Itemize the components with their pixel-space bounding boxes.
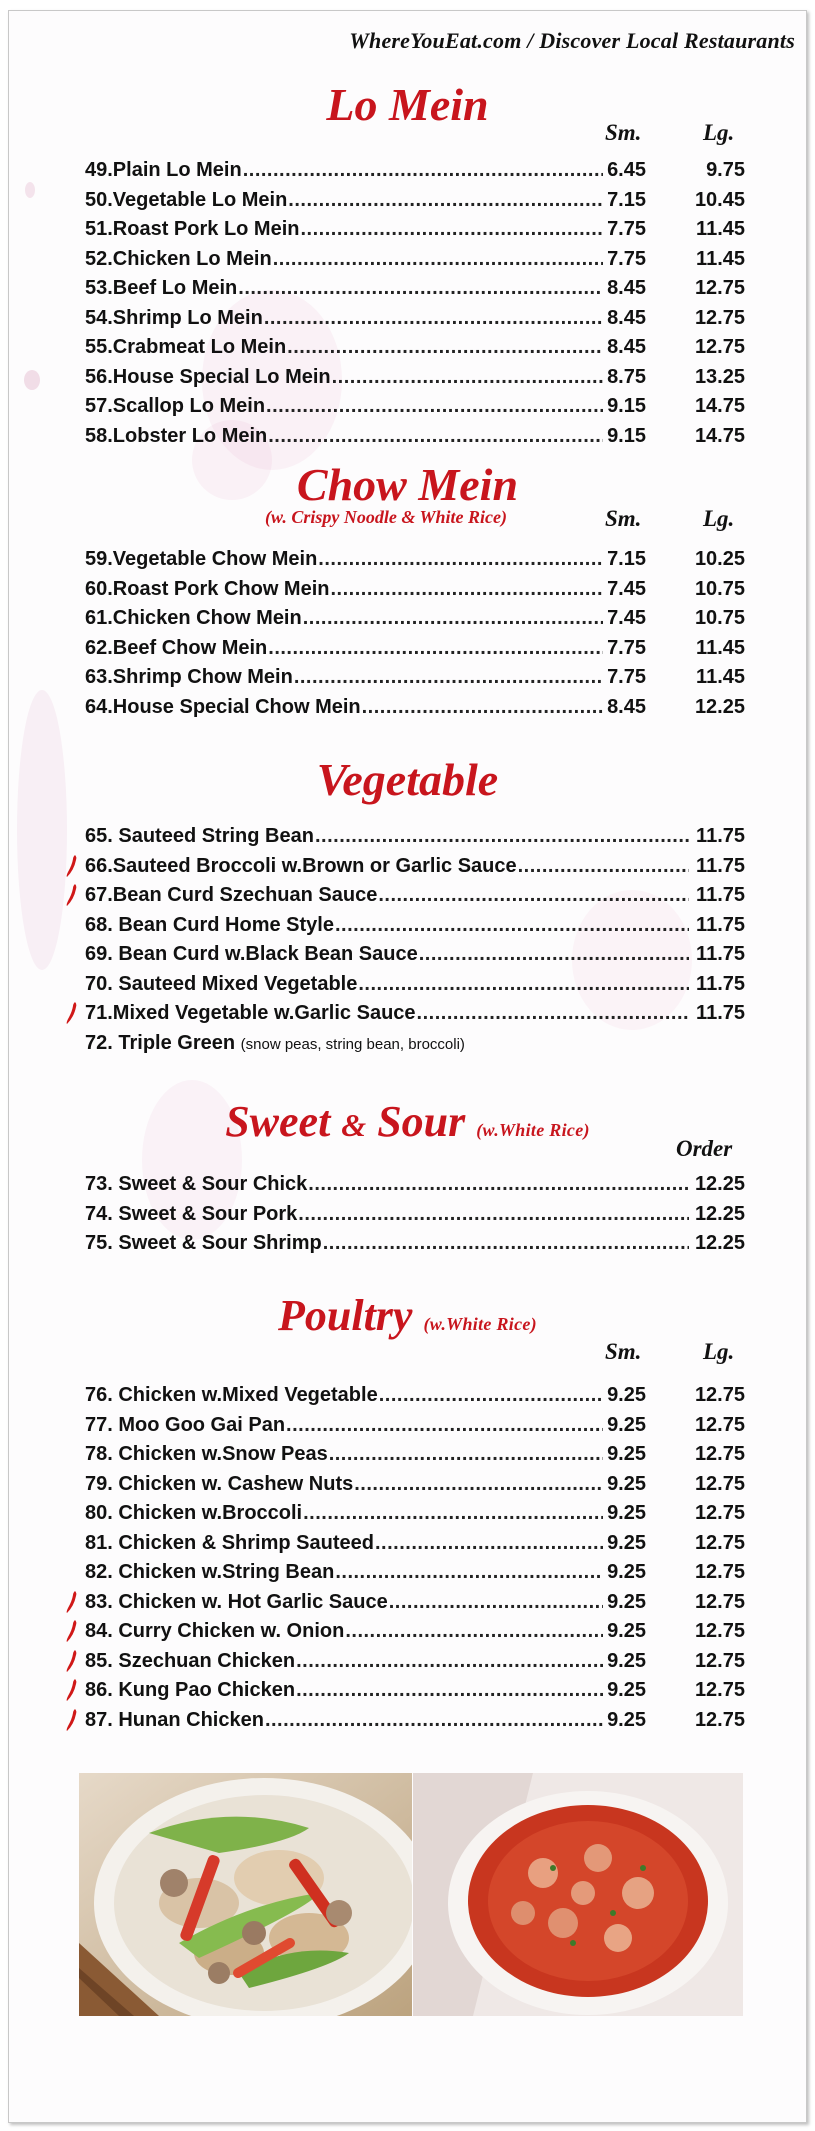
item-name: 74. Sweet & Sour Pork [85,1202,298,1225]
list-item [85,970,690,998]
price-small: 7.75 [607,247,646,270]
price-large: 12.75 [694,1443,745,1465]
item-leader-dots [294,663,603,691]
item-name: 85. Szechuan Chicken [85,1649,296,1672]
item-leader-dots [335,1558,603,1586]
item-leader-dots [318,545,603,573]
item-name: 82. Chicken w.String Bean [85,1561,335,1583]
item-leader-dots [303,1499,603,1527]
list-item [85,911,690,939]
price-small: 7.45 [607,607,646,629]
item-name: 70. Sauteed Mixed Vegetable [85,972,358,995]
item-leader-dots [296,1647,603,1675]
item-leader-dots [298,1200,689,1228]
item-name: 60.Roast Pork Chow Mein [85,577,330,600]
price-small: 9.25 [607,1502,646,1524]
item-name: 73. Sweet & Sour Chick [85,1173,308,1195]
spicy-pepper-icon [65,1708,79,1732]
spicy-pepper-icon [65,1649,79,1673]
price-large: 13.25 [694,365,745,388]
item-name: 64.House Special Chow Mein [85,695,361,718]
item-name: 65. Sauteed String Bean [85,825,314,847]
col-header-lg: Lg. [703,1339,735,1364]
item-name: 71.Mixed Vegetable w.Garlic Sauce [85,1002,416,1024]
price-small: 9.25 [607,1472,646,1495]
item-name: 76. Chicken w.Mixed Vegetable [85,1384,378,1406]
item-leader-dots [288,186,603,214]
price: 12.25 [694,1202,745,1225]
price-large: 12.75 [694,1384,745,1406]
item-name: 81. Chicken & Shrimp Sauteed [85,1531,374,1554]
price-small: 8.75 [607,365,646,388]
price-small: 6.45 [607,159,646,181]
spicy-pepper-icon [65,854,79,878]
price: 11.75 [696,943,745,965]
item-name: 55.Crabmeat Lo Mein [85,336,287,358]
price-large: 10.25 [694,548,745,570]
price-large: 11.45 [696,636,745,659]
price-large: 12.75 [694,1590,745,1613]
item-name: 77. Moo Goo Gai Pan [85,1413,286,1436]
curry-chicken-photo [413,1773,743,2016]
item-name: 59.Vegetable Chow Mein [85,548,318,570]
price-small: 9.15 [607,395,646,417]
list-item [85,422,604,450]
list-item [85,575,604,603]
price-small: 8.45 [607,695,646,718]
price: 11.75 [696,913,745,936]
item-leader-dots [243,156,603,184]
item-name: 78. Chicken w.Snow Peas [85,1443,328,1465]
item-name-text: 72. Triple Green [85,1031,236,1054]
price-large: 11.45 [696,666,745,688]
item-name: 49.Plain Lo Mein [85,159,242,181]
item-leader-dots [296,1676,603,1704]
section-title-poultry [0,1290,815,1341]
col-header-lg: Lg. [703,506,735,531]
section-title-chow-mein [0,458,815,511]
list-item [85,1676,604,1704]
price: 11.75 [696,972,745,995]
price-small: 9.25 [607,1443,646,1465]
price: 12.25 [694,1232,745,1254]
item-leader-dots [287,333,603,361]
price-small: 9.25 [607,1413,646,1436]
col-header-lg: Lg. [703,120,735,145]
price-large: 12.75 [694,1413,745,1436]
item-name: 62.Beef Chow Mein [85,636,268,659]
price: 11.75 [696,825,745,847]
item-name: 84. Curry Chicken w. Onion [85,1620,345,1642]
price-large: 12.75 [694,1472,745,1495]
item-leader-dots [264,304,603,332]
list-item [85,1529,604,1557]
list-item [85,1411,604,1439]
price-small: 7.45 [607,577,646,600]
item-leader-dots [354,1470,603,1498]
item-leader-dots [419,940,689,968]
list-item [85,604,604,632]
list-item [85,156,604,184]
list-item [85,852,690,880]
item-leader-dots [331,575,604,603]
price: 11.75 [696,884,745,906]
price-large: 10.45 [694,188,745,211]
item-note: (snow peas, string bean, broccoli) [240,1035,465,1053]
item-leader-dots [379,1381,603,1409]
price-large: 12.75 [694,1679,745,1701]
price-small: 9.25 [607,1679,646,1701]
price-small: 9.25 [607,1531,646,1554]
item-leader-dots [335,911,689,939]
site-header: WhereYouEat.com / Discover Local Restaurants [349,28,795,53]
item-leader-dots [303,604,603,632]
list-item [85,693,604,721]
price-large: 10.75 [694,607,745,629]
list-item [85,274,604,302]
item-leader-dots [389,1588,603,1616]
list-item [85,1706,604,1734]
item-leader-dots [362,693,603,721]
section-subtitle: (w.White Rice) [423,1314,537,1334]
list-item [85,1029,465,1057]
section-title-text: Chow Mein [296,459,519,510]
item-name: 69. Bean Curd w.Black Bean Sauce [85,943,418,965]
item-name: 56.House Special Lo Mein [85,365,331,388]
price-small: 9.25 [607,1708,646,1731]
section-title-text: Vegetable [316,754,499,805]
price-large: 12.75 [694,336,745,358]
price: 12.25 [694,1173,745,1195]
spicy-pepper-icon [65,883,79,907]
item-name [85,1029,465,1059]
price-small: 9.25 [607,1649,646,1672]
price-large: 9.75 [706,159,745,181]
section-title-vegetable [0,753,815,806]
spicy-pepper-icon [65,1678,79,1702]
item-leader-dots [518,852,689,880]
item-name: 58.Lobster Lo Mein [85,424,268,447]
item-name: 53.Beef Lo Mein [85,277,238,299]
price-small: 9.25 [607,1620,646,1642]
price-large: 12.75 [694,1531,745,1554]
price-small: 9.25 [607,1561,646,1583]
item-name: 87. Hunan Chicken [85,1708,264,1731]
item-name: 86. Kung Pao Chicken [85,1679,296,1701]
price-large: 12.75 [694,1708,745,1731]
item-leader-dots [268,422,603,450]
price-large: 12.75 [694,1502,745,1524]
list-item [85,1588,604,1616]
price: 11.75 [696,1002,745,1024]
list-item [85,634,604,662]
section-title-text: Poultry [278,1291,413,1340]
section-title-end: Sour [377,1097,466,1146]
item-leader-dots [286,1411,603,1439]
item-leader-dots [301,215,604,243]
chicken-vegetable-photo [79,1773,412,2016]
list-item [85,1558,604,1586]
item-name: 75. Sweet & Sour Shrimp [85,1232,322,1254]
item-leader-dots [266,392,603,420]
list-item [85,1200,690,1228]
list-item [85,1617,604,1645]
list-item [85,215,604,243]
price-small: 7.75 [607,218,646,240]
price-large: 14.75 [694,424,745,447]
list-item [85,392,604,420]
item-name: 68. Bean Curd Home Style [85,913,334,936]
list-item [85,245,604,273]
item-name: 80. Chicken w.Broccoli [85,1502,303,1524]
price-large: 12.25 [694,695,745,718]
item-name: 63.Shrimp Chow Mein [85,666,293,688]
item-leader-dots [332,363,603,391]
item-name: 67.Bean Curd Szechuan Sauce [85,884,378,906]
price-small: 9.25 [607,1590,646,1613]
section-title-amp: & [341,1107,367,1143]
price-large: 11.45 [696,218,745,240]
item-leader-dots [378,881,689,909]
list-item [85,545,604,573]
list-item [85,1381,604,1409]
list-item [85,186,604,214]
item-name: 83. Chicken w. Hot Garlic Sauce [85,1590,388,1613]
col-header-sm: Sm. [605,506,642,531]
item-leader-dots [268,634,603,662]
item-leader-dots [265,1706,603,1734]
price-small: 8.45 [607,336,646,358]
item-leader-dots [308,1170,689,1198]
price-large: 12.75 [694,1649,745,1672]
list-item [85,940,690,968]
item-leader-dots [273,245,603,273]
item-leader-dots [375,1529,603,1557]
price-large: 12.75 [694,1561,745,1583]
list-item [85,304,604,332]
price-large: 10.75 [694,577,745,600]
list-item [85,1470,604,1498]
section-title-text: Lo Mein [326,79,489,130]
item-name: 57.Scallop Lo Mein [85,395,266,417]
price-small: 8.45 [607,277,646,299]
price-large: 11.45 [696,247,745,270]
price-small: 7.15 [607,188,646,211]
price-small: 7.75 [607,636,646,659]
col-header-order: Order [676,1136,733,1161]
section-title-lo-mein [0,78,815,131]
list-item [85,1440,604,1468]
price-small: 8.45 [607,306,646,329]
section-title-text: Sweet [225,1097,331,1146]
item-name: 50.Vegetable Lo Mein [85,188,288,211]
item-leader-dots [345,1617,603,1645]
item-name: 52.Chicken Lo Mein [85,247,272,270]
item-name: 61.Chicken Chow Mein [85,607,302,629]
price-small: 9.15 [607,424,646,447]
list-item [85,663,604,691]
list-item [85,999,690,1027]
item-leader-dots [329,1440,603,1468]
price-small: 7.15 [607,548,646,570]
list-item [85,1170,690,1198]
item-leader-dots [323,1229,689,1257]
list-item [85,1647,604,1675]
item-name: 54.Shrimp Lo Mein [85,306,263,329]
list-item [85,363,604,391]
price-large: 12.75 [694,277,745,299]
item-leader-dots [238,274,603,302]
spicy-pepper-icon [65,1590,79,1614]
price-large: 12.75 [694,306,745,329]
price: 11.75 [696,854,745,877]
list-item [85,1229,690,1257]
list-item [85,822,690,850]
spicy-pepper-icon [65,1619,79,1643]
price-large: 12.75 [694,1620,745,1642]
item-leader-dots [315,822,689,850]
section-subtitle: (w.White Rice) [476,1120,590,1140]
item-leader-dots [358,970,689,998]
col-header-sm: Sm. [605,120,642,145]
section-subtitle-chow-mein: (w. Crispy Noodle & White Rice) [265,507,507,527]
item-name: 51.Roast Pork Lo Mein [85,218,300,240]
item-name: 66.Sauteed Broccoli w.Brown or Garlic Sauce [85,854,517,877]
spicy-pepper-icon [65,1001,79,1025]
list-item [85,1499,604,1527]
item-name: 79. Chicken w. Cashew Nuts [85,1472,354,1495]
item-leader-dots [417,999,689,1027]
list-item [85,881,690,909]
price-small: 9.25 [607,1384,646,1406]
list-item [85,333,604,361]
price-large: 14.75 [694,395,745,417]
price-small: 7.75 [607,666,646,688]
col-header-sm: Sm. [605,1339,642,1364]
